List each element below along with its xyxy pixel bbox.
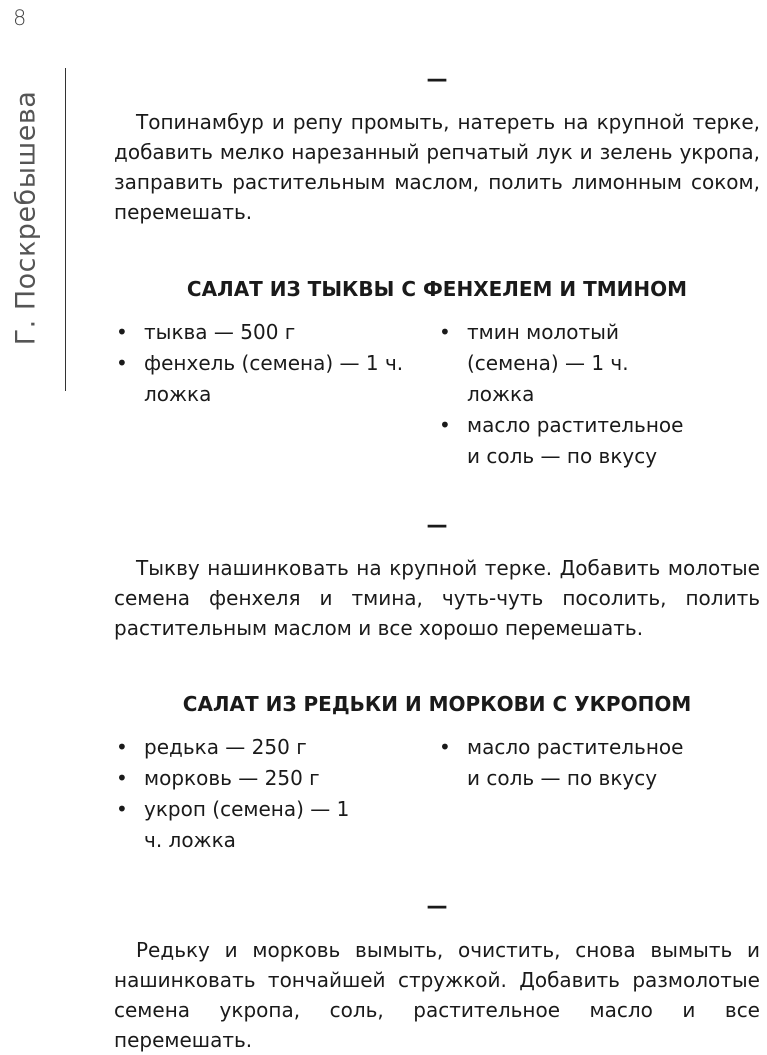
section-separator: — xyxy=(426,513,448,537)
ingredient-item: • тыква — 500 г xyxy=(114,317,437,348)
page-number: 8 xyxy=(13,6,27,30)
author-name: Г. Поскребышева xyxy=(10,90,42,346)
ingredients-pumpkin xyxy=(114,317,760,472)
recipe-title-radish: САЛАТ ИЗ РЕДЬКИ И МОРКОВИ С УКРОПОМ xyxy=(182,692,692,716)
recipe-title-pumpkin: САЛАТ ИЗ ТЫКВЫ С ФЕНХЕЛЕМ И ТМИНОМ xyxy=(186,277,688,301)
radish-paragraph: Редьку и морковь вымыть, очистить, снова вымыть и нашинковать тончайшей стружкой. Добавить размолотые семена укропа, соль, растительное масло и все перемешать. xyxy=(114,938,760,1052)
ingredients-column-right xyxy=(437,732,760,856)
page-content xyxy=(114,64,760,1055)
intro-paragraph: Топинамбур и репу промыть, натереть на крупной терке, добавить мелко нарезанный репчатый лук и зелень укропа, заправить растительным маслом, полить лимонным соком, перемешать. xyxy=(114,110,760,224)
sidebar-divider xyxy=(65,68,66,391)
pumpkin-paragraph: Тыкву нашинковать на крупной терке. Добавить молотые семена фенхеля и тмина, чуть-чуть посолить, полить растительным маслом и все хорошо перемешать. xyxy=(114,556,760,640)
ingredient-item: • масло растительное и соль — по вкусу xyxy=(437,732,760,794)
ingredients-column-left xyxy=(114,732,437,856)
ingredients-column-left xyxy=(114,317,437,472)
ingredients-column-right xyxy=(437,317,760,472)
ingredient-item: • фенхель (семена) — 1 ч. ложка xyxy=(114,348,437,410)
ingredient-item: • укроп (семена) — 1 ч. ложка xyxy=(114,794,437,856)
ingredient-item: • масло растительное и соль — по вкусу xyxy=(437,410,760,472)
ingredient-item: • тмин молотый (семена) — 1 ч. ложка xyxy=(437,317,760,410)
author-sidebar xyxy=(0,68,50,368)
section-separator: — xyxy=(426,894,448,918)
ingredients-radish xyxy=(114,732,760,856)
ingredient-item: • редька — 250 г xyxy=(114,732,437,763)
ingredient-item: • морковь — 250 г xyxy=(114,763,437,794)
section-separator: — xyxy=(426,67,448,91)
